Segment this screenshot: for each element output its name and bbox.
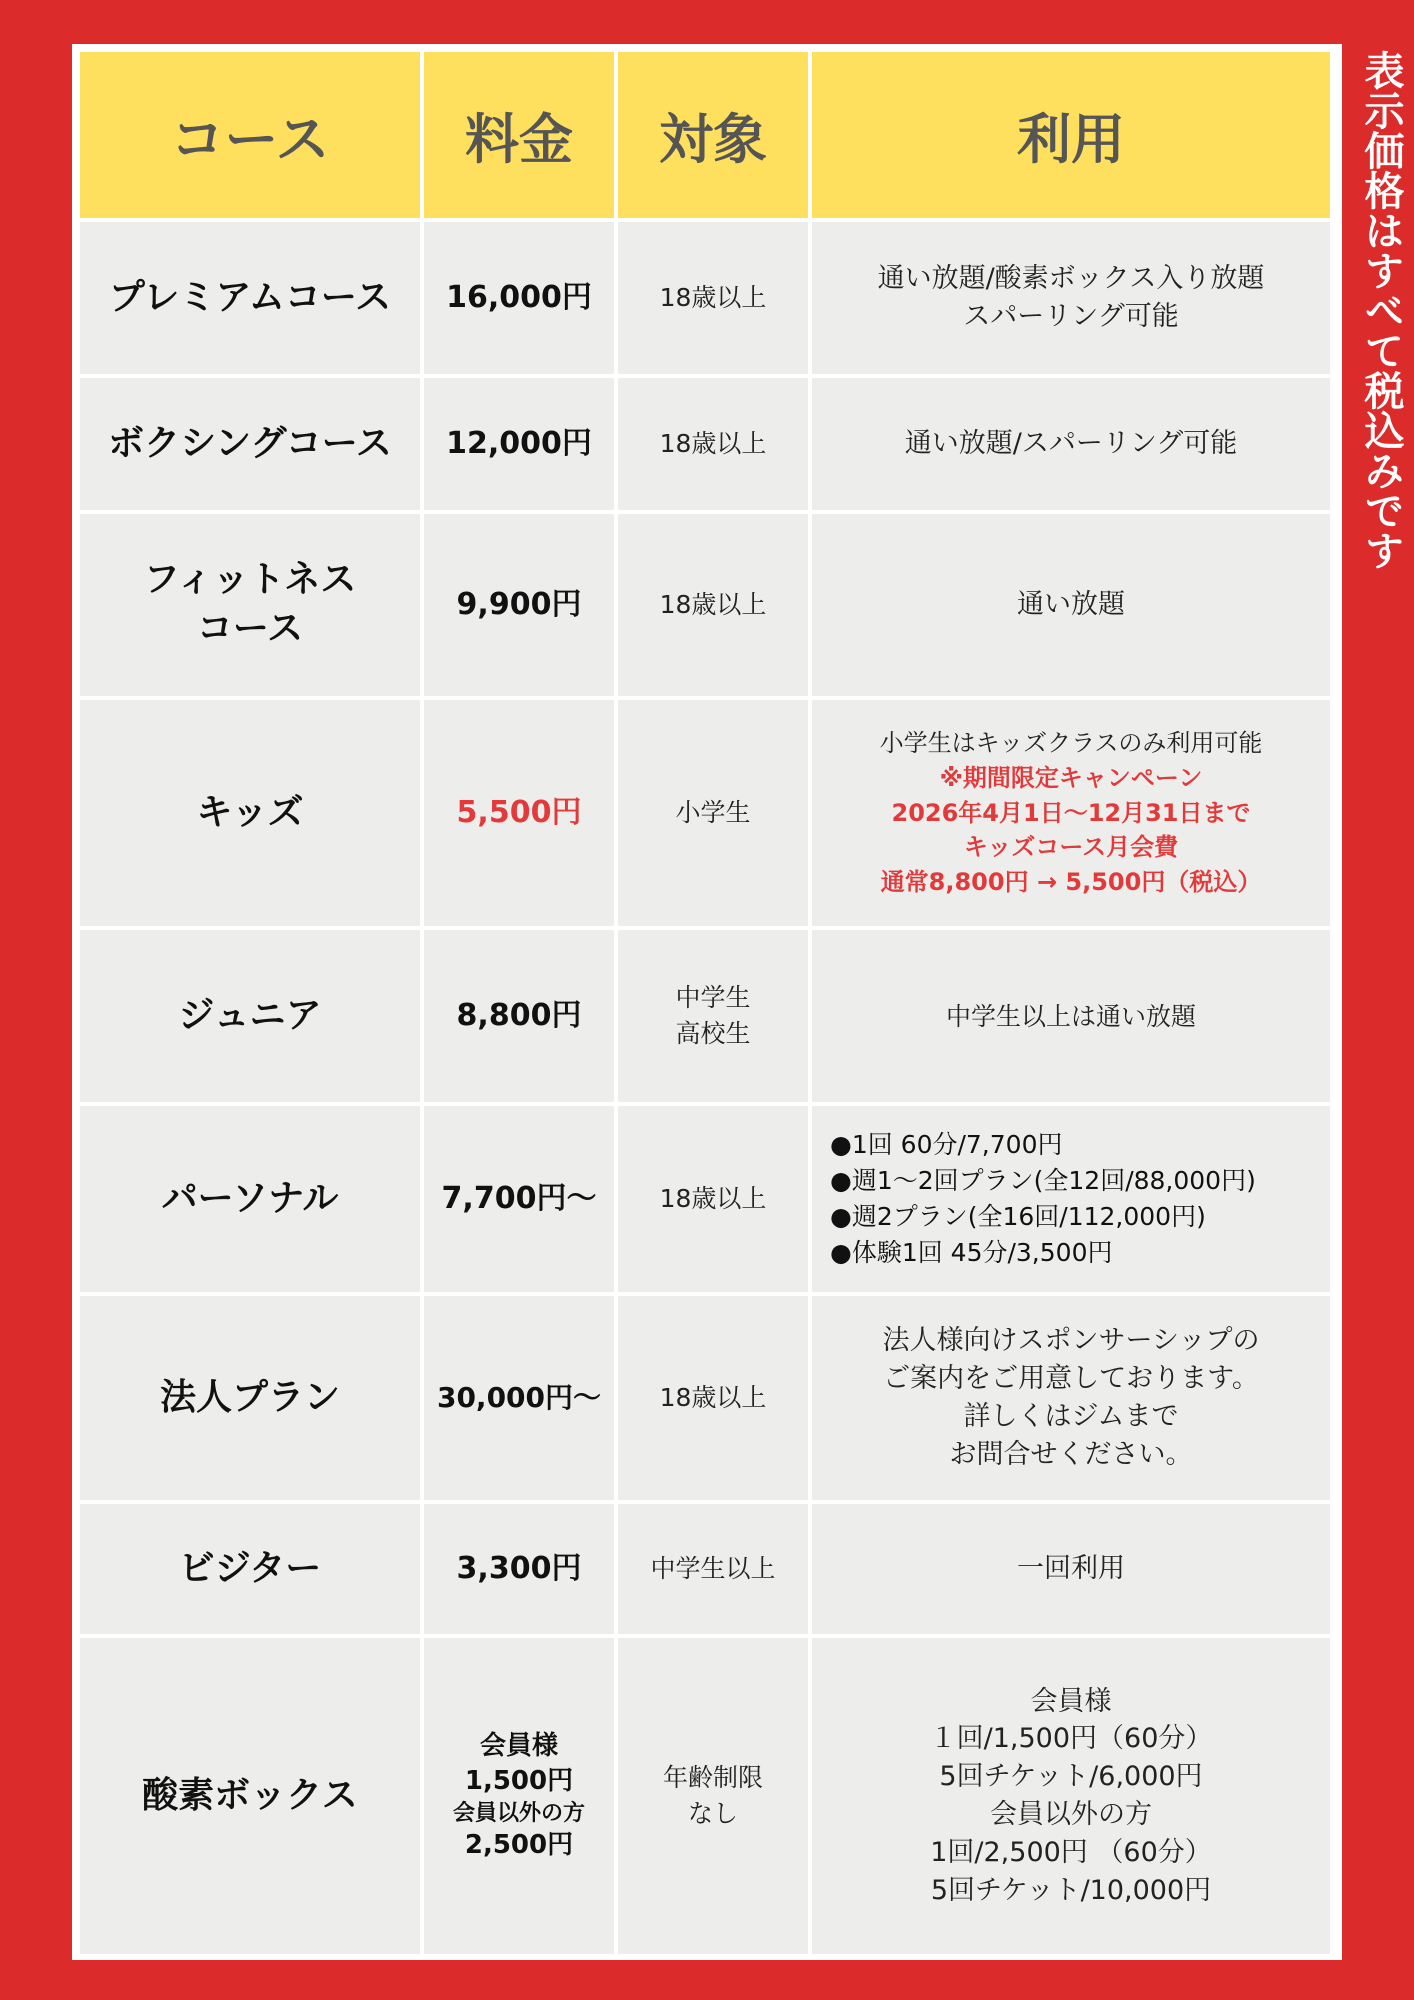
course-name: ボクシングコース xyxy=(80,378,420,510)
price-table xyxy=(76,48,1334,1958)
header-course: コース xyxy=(80,52,420,218)
usage-bullet: ●1回 60分/7,700円 xyxy=(830,1129,1063,1159)
course-usage xyxy=(812,222,1330,374)
table-row xyxy=(80,1296,1330,1500)
usage-line: お問合せください。 xyxy=(949,1438,1193,1470)
usage-line: スパーリング可能 xyxy=(963,301,1179,332)
tax-note: 表示価格はすべて税込みです xyxy=(1358,50,1404,570)
course-name: プレミアムコース xyxy=(80,222,420,374)
course-target: 18歳以上 xyxy=(618,378,808,510)
usage-line: 1回/2,500円 （60分） xyxy=(930,1836,1212,1868)
course-price xyxy=(424,1638,614,1954)
course-name: 酸素ボックス xyxy=(80,1638,420,1954)
course-price: 30,000円〜 xyxy=(424,1296,614,1500)
table-row xyxy=(80,514,1330,696)
course-price: 12,000円 xyxy=(424,378,614,510)
campaign-line: ※期間限定キャンペーン xyxy=(939,763,1203,792)
price-line: 会員様 xyxy=(479,1730,558,1761)
usage-line: 一回利用 xyxy=(1017,1553,1125,1585)
target-line: なし xyxy=(687,1799,738,1828)
usage-line: １回/1,500円（60分） xyxy=(929,1723,1213,1755)
course-price: 16,000円 xyxy=(424,222,614,374)
usage-line: 通い放題/酸素ボックス入り放題 xyxy=(877,263,1265,295)
course-price: 7,700円〜 xyxy=(424,1106,614,1292)
usage-bullet: ●週2プラン(全16回/112,000円) xyxy=(830,1202,1206,1231)
price-line: 2,500円 xyxy=(464,1830,574,1861)
course-target: 小学生 xyxy=(618,700,808,926)
usage-bullet: ●体験1回 45分/3,500円 xyxy=(830,1238,1113,1268)
course-name-line: コース xyxy=(196,608,304,649)
course-target: 18歳以上 xyxy=(618,1296,808,1500)
course-name: キッズ xyxy=(80,700,420,926)
usage-bullet: ●週1〜2回プラン(全12回/88,000円) xyxy=(830,1165,1256,1195)
course-target: 18歳以上 xyxy=(618,222,808,374)
usage-line: ご案内をご用意しております。 xyxy=(883,1363,1259,1395)
usage-line: 通い放題 xyxy=(1017,589,1125,621)
table-row xyxy=(80,1638,1330,1954)
table-row xyxy=(80,700,1330,926)
usage-line: 5回チケット/6,000円 xyxy=(939,1761,1203,1793)
course-price: 3,300円 xyxy=(424,1504,614,1634)
campaign-line: 通常8,800円 → 5,500円（税込） xyxy=(880,868,1262,897)
usage-line: 法人様向けスポンサーシップの xyxy=(882,1325,1260,1357)
usage-line: 通い放題/スパーリング可能 xyxy=(904,428,1238,460)
course-usage xyxy=(812,930,1330,1102)
usage-line: 中学生以上は通い放題 xyxy=(945,1001,1196,1031)
usage-line: 会員以外の方 xyxy=(990,1799,1152,1830)
header-target: 対象 xyxy=(618,52,808,218)
course-usage xyxy=(812,1106,1330,1292)
table-row xyxy=(80,1106,1330,1292)
campaign-line: 2026年4月1日〜12月31日まで xyxy=(891,798,1251,827)
course-usage xyxy=(812,514,1330,696)
course-name: パーソナル xyxy=(80,1106,420,1292)
course-usage xyxy=(812,700,1330,926)
table-header-row xyxy=(80,52,1330,218)
course-name: ジュニア xyxy=(80,930,420,1102)
header-usage: 利用 xyxy=(812,52,1330,218)
course-target: 18歳以上 xyxy=(618,1106,808,1292)
course-price: 5,500円 xyxy=(424,700,614,926)
usage-line: 小学生はキッズクラスのみ利用可能 xyxy=(879,729,1263,757)
course-price: 8,800円 xyxy=(424,930,614,1102)
price-line: 会員以外の方 xyxy=(452,1800,585,1826)
course-name xyxy=(80,514,420,696)
course-target: 中学生以上 xyxy=(618,1504,808,1634)
course-usage xyxy=(812,378,1330,510)
course-usage xyxy=(812,1638,1330,1954)
usage-line: 会員様 xyxy=(1030,1685,1112,1717)
target-line: 高校生 xyxy=(675,1019,751,1048)
table-row xyxy=(80,1504,1330,1634)
course-name: 法人プラン xyxy=(80,1296,420,1500)
table-row xyxy=(80,930,1330,1102)
course-target xyxy=(618,930,808,1102)
course-target xyxy=(618,1638,808,1954)
target-line: 中学生 xyxy=(675,982,751,1012)
header-price: 料金 xyxy=(424,52,614,218)
campaign-line: キッズコース月会費 xyxy=(963,833,1179,862)
usage-line: 詳しくはジムまで xyxy=(963,1401,1179,1432)
usage-line: 5回チケット/10,000円 xyxy=(930,1874,1212,1906)
target-line: 年齢制限 xyxy=(662,1762,763,1792)
course-target: 18歳以上 xyxy=(618,514,808,696)
course-price: 9,900円 xyxy=(424,514,614,696)
course-name: ビジター xyxy=(80,1504,420,1634)
table-row xyxy=(80,378,1330,510)
course-name-line: フィットネス xyxy=(143,559,357,601)
price-line: 1,500円 xyxy=(464,1765,574,1796)
table-row xyxy=(80,222,1330,374)
course-usage xyxy=(812,1504,1330,1634)
course-usage xyxy=(812,1296,1330,1500)
